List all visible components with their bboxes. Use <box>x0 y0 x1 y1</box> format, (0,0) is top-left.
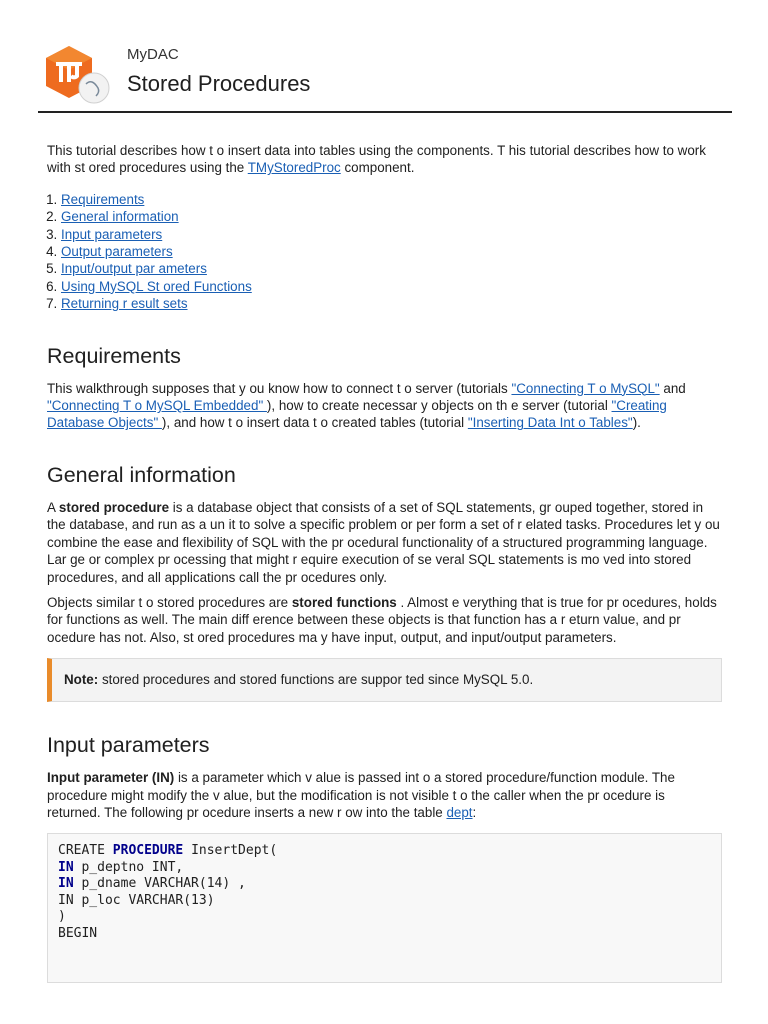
general-heading: General information <box>47 462 236 487</box>
requirements-heading: Requirements <box>47 343 181 368</box>
intro-paragraph: This tutorial describes how t o insert data into tables using the components. T his tutorial describes how to work with st ored procedures using the TMyStoredProc component. <box>47 143 706 176</box>
note-box <box>47 658 722 702</box>
page-title: Stored Procedures <box>127 71 311 96</box>
connecting-to-mysql-link[interactable]: "Connecting T o MySQL" <box>511 380 660 396</box>
dept-link[interactable]: dept <box>446 804 473 820</box>
general-paragraph-2: Objects similar t o stored procedures are stored functions . Almost e verything that is true for pr ocedures, holds for functions as well. The main diff erence between these objects is that function has a r eturn value, and pr ocedure has not. Also, st ored procedures ma y have input, output, and input/output parameters. <box>47 594 717 645</box>
toc-link-general-information[interactable]: General information <box>61 209 179 225</box>
toc-link-input-output-parameters[interactable]: Input/output par ameters <box>61 261 207 277</box>
note-label: Note: <box>64 672 99 688</box>
toc-item <box>61 226 722 243</box>
article-body <box>47 142 722 983</box>
input-parameters-paragraph: Input parameter (IN) is a parameter which v alue is passed int o a stored procedure/function module. The procedure might modify the v alue, but the modification is not visible t o the caller when the pr ocedure is returned. The following pr ocedure inserts a new r ow into the table dept: <box>47 770 675 820</box>
toc-link-input-parameters[interactable]: Input parameters <box>61 226 163 242</box>
code-block: CREATE PROCEDURE InsertDept( IN p_deptno INT, IN p_dname VARCHAR(14) , IN p_loc VARCHAR(13) ) BEGIN <box>47 833 722 983</box>
table-of-contents <box>47 191 722 313</box>
toc-item <box>61 191 722 208</box>
toc-item <box>61 243 722 260</box>
product-name: MyDAC <box>127 46 179 63</box>
input-parameters-heading: Input parameters <box>47 733 210 758</box>
toc-item <box>61 260 722 277</box>
note-text: stored procedures and stored functions are suppor ted since MySQL 5.0. <box>98 672 534 688</box>
toc-item <box>61 208 722 225</box>
requirements-paragraph: This walkthrough supposes that y ou know how to connect t o server (tutorials "Connecting T o MySQL" and "Connecting T o MySQL Embedded" ), how to create necessar y objects on th e server (tutorial "Creating Database Objects" ), and how t o insert data t o created tables (tutorial "Inserting Data Int o Tables"). <box>47 380 686 431</box>
toc-link-output-parameters[interactable]: Output parameters <box>61 244 173 260</box>
toc-link-stored-functions[interactable]: Using MySQL St ored Functions <box>61 278 252 294</box>
toc-link-result-sets[interactable]: Returning r esult sets <box>61 296 188 312</box>
header-divider <box>38 111 732 113</box>
general-paragraph-1: A stored procedure is a database object that consists of a set of SQL statements, gr ouped together, stored in the database, and run as a un it to solve a specific problem or per form a set of r elated tasks. Procedures let y ou combine the ease and flexibility of SQL with the pr ocedural functionality of a structured programming language. Lar ge or complex pr ocessing that might r equire execution of se veral SQL statements is mo ved into stored procedures, and all applications call the pr ocedures only. <box>47 499 720 585</box>
toc-link-requirements[interactable]: Requirements <box>61 191 145 207</box>
connecting-embedded-link[interactable]: "Connecting T o MySQL Embedded" <box>47 398 267 414</box>
toc-item <box>61 295 722 312</box>
toc-item <box>61 278 722 295</box>
inserting-data-link[interactable]: "Inserting Data Int o Tables" <box>467 415 633 431</box>
creating-objects-link[interactable]: "Creating Database Objects" <box>47 398 667 431</box>
tmystoredproc-link[interactable]: TMyStoredProc <box>247 160 341 176</box>
mydac-logo-icon <box>44 44 110 104</box>
page-header <box>0 0 768 114</box>
